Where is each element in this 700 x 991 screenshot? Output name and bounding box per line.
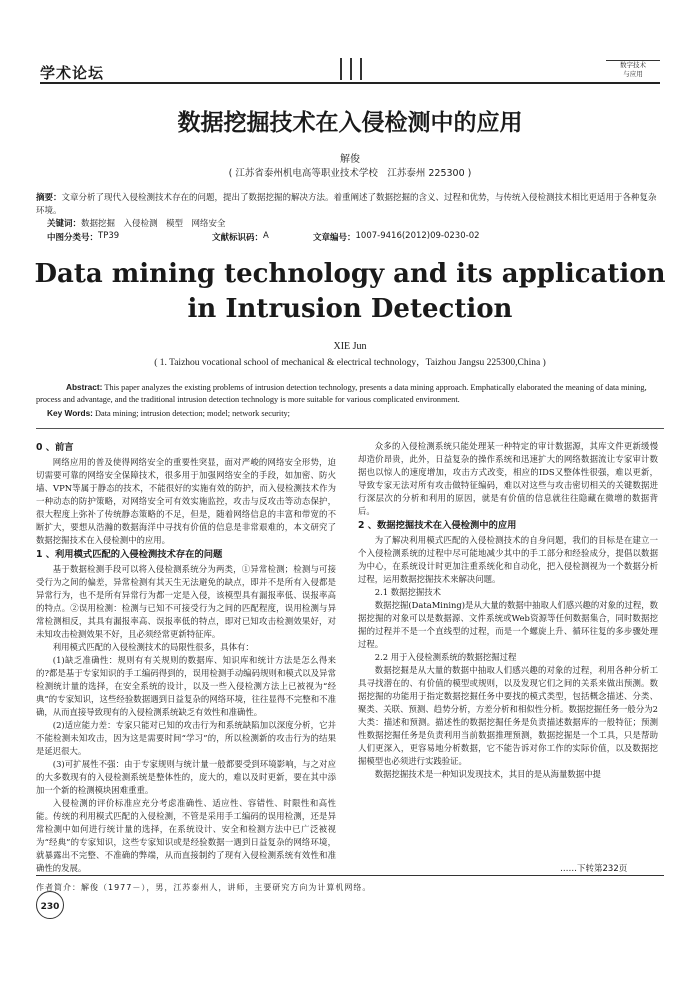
- paragraph: 基于数据检测手段可以将入侵检测系统分为两类，①异常检测；检测与可接受行为之间的偏差，异常检测有其天生无法避免的缺点，即并不是所有入侵都是异常行为，也不是所有异常行为都一定是入侵，该模型具有漏报率低、误报率高的特点。②误用检测：检测与已知不可接受行为之间的匹配程度，误用检测与异常检测相反，其具有漏报率高、误报率低的特点，即对已知攻击检测效果好，对未知攻击检测效果不好，且必须经常更新特征库。: [36, 564, 336, 639]
- journal-logo: [606, 60, 660, 83]
- abstract-separator: [36, 428, 664, 429]
- section-label: 学术论坛: [40, 64, 105, 82]
- paragraph: (1)缺乏准确性：规则有有关规则的数据库、知识库和统计方法是怎么得来的?都是基于专家知识的手工编码得到的，误用检测手动编码规则和模式以及异常检测统计量的选择，在安全系统的设计，以及一些入侵检测方法上已被视为“经典”的专家知识，这些经验数据遇到日益复杂的网络环境，往往显得不完整和不准确，从而直接导致现有的入侵检测系统缺乏有效性和准确性。: [36, 655, 336, 717]
- continue-note: ……下转第232页: [560, 864, 628, 874]
- doc-label: 文献标识码：: [212, 233, 264, 243]
- heading-2: 2 、数据挖掘技术在入侵检测中的应用: [358, 520, 517, 531]
- affiliation-cn: ( 江苏省泰州机电高等职业技术学校 江苏泰州 225300 ): [228, 168, 472, 179]
- paragraph: 入侵检测的评价标准应充分考虑准确性、适应性、容错性、时限性和高性能。传统的利用模式匹配的入侵检测，不管是采用手工编码的误用检测，还是异常检测中如何进行统计量的选择，在系统设计、安全和检测方法中已广泛被视为“经典”的专家知识，这些专家知识或是经验数据一遇到日益复杂的网络环境，就暴露出不完整、不准确的弊端，从而直接制约了现有入侵检测系统有效性和准确性的发展。: [36, 798, 336, 873]
- clc-label: 中图分类号：: [47, 233, 99, 243]
- subheading-2-2: 2.2 用于入侵检测系统的数据挖掘过程: [374, 652, 517, 662]
- paragraph: (3)可扩展性不强：由于专家规则与统计量一般都要受到环境影响，与之对应的大多数现有的入侵检测系统是整体性的，庞大的，难以及时更新，要在其中添加一个新的检测模块困难重重。: [36, 759, 336, 795]
- paragraph: 网络应用的普及使得网络安全的重要性突显，面对严峻的网络安全形势，迫切需要可靠的网络安全保障技术，很多用于加强网络安全的手段，如加密、防火墙、VPN等属于静态的技术，不能很好的实施有效的防护，而入侵检测技术作为一种动态的防护策略，对网络安全可有效实施监控，攻击与反攻击等动态保护，很大程度上弥补了传统静态策略的不足，但是，随着网络信息的丰富和带宽的不断扩大，要想从浩瀚的数据海洋中寻找有价值的信息是非常艰难的，本文研究了数据挖掘技术在入侵检测中的应用。: [36, 457, 336, 545]
- clc-value: TP39: [98, 231, 120, 241]
- abstract-en: [36, 381, 664, 406]
- keywords-en-label: Key Words:: [47, 408, 93, 418]
- keywords-cn: 数据挖掘 入侵检测 模型 网络安全: [81, 219, 226, 229]
- subheading-2-1: 2.1 数据挖掘技术: [374, 587, 442, 597]
- title-en: [0, 257, 700, 327]
- paragraph: 众多的入侵检测系统只能处理某一种特定的审计数据源，其库文件更新缓慢却造价昂贵，此外，日益复杂的操作系统和迅速扩大的网络数据流让专家审计数据也以惊人的速度增加，攻击方式改变，相应的IDS又整体性很强，难以更新，导致专家无法对所有攻击做特征编码，难以对这些与攻击密切相关的关键数据进行深层次的分析和利用的原因，就是有价值的信息就往往隐藏在微增的数据背后。: [358, 441, 658, 516]
- paragraph: 利用模式匹配的入侵检测技术的局限性很多，具体有：: [52, 642, 254, 652]
- heading-0: 0 、前言: [36, 442, 74, 453]
- author-footnote: 作者简介：解俊（1977－），男，江苏泰州人，讲师，主要研究方向为计算机网络。: [36, 883, 372, 892]
- title-en-line-2: in Intrusion Detection: [187, 294, 513, 324]
- footnote-rule: [36, 875, 664, 876]
- logo-top-text: 数字技术: [620, 61, 646, 69]
- page-header: [0, 0, 700, 86]
- logo-bottom-text: 与应用: [623, 70, 643, 78]
- paragraph: (2)适应能力差：专家只能对已知的攻击行为和系统缺陷加以深度分析，它并不能检测未知攻击，因为这是需要时间“学习”的，所以检测新的攻击行为的结果是延迟很大。: [36, 720, 336, 756]
- body-column-left: [36, 440, 336, 875]
- paragraph: 为了解决利用模式匹配的入侵检测技术的自身问题，我们的目标是在建立一个入侵检测系统的过程中尽可能地减少其中的手工部分和经验成分，提倡以数据为中心，在系统设计时更加注重系统化和自动化，把入侵检测视为一个数据分析过程，运用数据挖掘技术来解决问题。: [358, 535, 658, 584]
- abstract-cn: [36, 192, 664, 231]
- author-en: XIE Jun: [333, 341, 367, 352]
- author-cn: 解俊: [340, 154, 360, 165]
- paragraph: 数据挖掘(DataMining)是从大量的数据中抽取人们感兴趣的对象的过程，数据挖掘的对象可以是数据源、文件系统或Web资源等任何数据集合，同时数据挖掘的过程并不是一个直线型的过程，而是一个螺旋上升、循环往复的多步骤处理过程。: [358, 600, 658, 649]
- keywords-en: Data mining; intrusion detection; model; network security;: [95, 409, 290, 418]
- keywords-cn-label: 关键词：: [47, 219, 82, 229]
- page-number: 230: [36, 891, 64, 919]
- abstract-en-text: This paper analyzes the existing problems of intrusion detection technology, presents a data mining approach. Emphatically elaborated the meaning of data mining, process and advantage, and the traditional intrusion detection technology is more suitable for various complicated environment.: [36, 383, 647, 404]
- doc-value: A: [263, 231, 269, 241]
- abstract-en-label: Abstract:: [66, 382, 103, 392]
- heading-1: 1 、利用模式匹配的入侵检测技术存在的问题: [36, 549, 223, 560]
- paragraph: 数据挖掘技术是一种知识发现技术，其目的是从海量数据中提: [374, 769, 601, 779]
- article-value: 1007-9416(2012)09-0230-02: [355, 231, 480, 241]
- keywords-en-row: [47, 408, 657, 418]
- abstract-cn-text: 文章分析了现代入侵检测技术存在的问题，提出了数据挖掘的解决方法。着重阐述了数据挖掘的含义、过程和优势，与传统入侵检测技术相比更适用于各种复杂环境。: [36, 193, 657, 216]
- paragraph: 数据挖掘是从大量的数据中抽取人们感兴趣的对象的过程，利用各种分析工具寻找潜在的、有价值的模型或规则，以及发现它们之间的关系来做出预测。数据挖掘的功能用于指定数据挖掘任务中要找的模式类型，包括概念描述、分类、聚类、关联、预测、趋势分析，方差分析和相似性分析。数据挖掘任务一般分为2大类：描述和预测。描述性的数据挖掘任务是负责描述数据库的一般特征；预测性数据挖掘任务是负责利用当前数据推理预测，数据挖掘是一个工具，只是帮助人们更深入，更容易地分析数据，它不能告诉对你工作的实际价值，以及数据挖掘模型也必须进行实践验证。: [358, 665, 658, 766]
- affiliation-en: ( 1. Taizhou vocational school of mechanical & electrical technology，Taizhou Jangsu 225300,China ): [154, 358, 546, 368]
- header-rule: [40, 82, 660, 84]
- header-divider-line: [350, 58, 352, 80]
- title-en-line-1: Data mining technology and its application: [34, 259, 666, 289]
- article-label: 文章编号：: [313, 233, 356, 243]
- abstract-cn-label: 摘要：: [36, 193, 62, 203]
- title-cn: 数据挖掘技术在入侵检测中的应用: [177, 110, 523, 136]
- body-column-right: [358, 440, 658, 781]
